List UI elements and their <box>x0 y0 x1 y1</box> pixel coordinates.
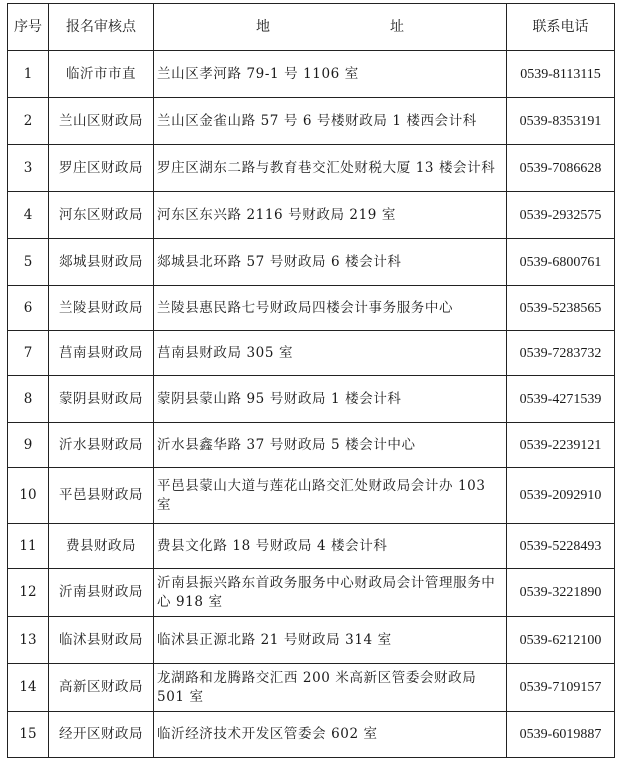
table-row <box>8 423 615 468</box>
address: 临沭县正源北路 21 号财政局 314 室 <box>154 617 507 664</box>
row-number: 14 <box>8 664 49 712</box>
row-number: 12 <box>8 569 49 617</box>
review-site: 罗庄区财政局 <box>49 145 154 192</box>
address: 龙湖路和龙腾路交汇西 200 米高新区管委会财政局 501 室 <box>154 664 507 712</box>
row-number: 8 <box>8 376 49 423</box>
phone-number: 0539-8113115 <box>507 51 615 98</box>
review-site: 兰陵县财政局 <box>49 286 154 331</box>
table-row <box>8 145 615 192</box>
table-row <box>8 712 615 758</box>
phone-number: 0539-6800761 <box>507 239 615 286</box>
phone-number: 0539-7283732 <box>507 331 615 376</box>
phone-number: 0539-6212100 <box>507 617 615 664</box>
address: 河东区东兴路 2116 号财政局 219 室 <box>154 192 507 239</box>
row-number: 1 <box>8 51 49 98</box>
header-no: 序号 <box>8 4 49 51</box>
address: 费县文化路 18 号财政局 4 楼会计科 <box>154 524 507 569</box>
address: 莒南县财政局 305 室 <box>154 331 507 376</box>
review-site: 费县财政局 <box>49 524 154 569</box>
phone-number: 0539-2092910 <box>507 468 615 524</box>
phone-number: 0539-7109157 <box>507 664 615 712</box>
row-number: 9 <box>8 423 49 468</box>
address: 兰山区金雀山路 57 号 6 号楼财政局 1 楼西会计科 <box>154 98 507 145</box>
review-site: 沂南县财政局 <box>49 569 154 617</box>
address: 沂水县鑫华路 37 号财政局 5 楼会计中心 <box>154 423 507 468</box>
review-site: 临沭县财政局 <box>49 617 154 664</box>
phone-number: 0539-3221890 <box>507 569 615 617</box>
table-row <box>8 468 615 524</box>
address: 平邑县蒙山大道与莲花山路交汇处财政局会计办 103 室 <box>154 468 507 524</box>
table-row <box>8 286 615 331</box>
header-address-char-1: 地 <box>256 18 270 35</box>
address: 郯城县北环路 57 号财政局 6 楼会计科 <box>154 239 507 286</box>
row-number: 3 <box>8 145 49 192</box>
phone-number: 0539-8353191 <box>507 98 615 145</box>
table-row <box>8 98 615 145</box>
row-number: 5 <box>8 239 49 286</box>
table-row <box>8 192 615 239</box>
review-site: 经开区财政局 <box>49 712 154 758</box>
table-row <box>8 51 615 98</box>
review-site: 平邑县财政局 <box>49 468 154 524</box>
row-number: 13 <box>8 617 49 664</box>
table-header-row <box>8 4 615 51</box>
address: 沂南县振兴路东首政务服务中心财政局会计管理服务中心 918 室 <box>154 569 507 617</box>
row-number: 7 <box>8 331 49 376</box>
row-number: 10 <box>8 468 49 524</box>
address: 兰陵县惠民路七号财政局四楼会计事务服务中心 <box>154 286 507 331</box>
phone-number: 0539-2239121 <box>507 423 615 468</box>
address: 临沂经济技术开发区管委会 602 室 <box>154 712 507 758</box>
table-row <box>8 239 615 286</box>
review-sites-table <box>7 3 615 758</box>
address: 兰山区孝河路 79-1 号 1106 室 <box>154 51 507 98</box>
phone-number: 0539-7086628 <box>507 145 615 192</box>
row-number: 15 <box>8 712 49 758</box>
address: 蒙阴县蒙山路 95 号财政局 1 楼会计科 <box>154 376 507 423</box>
table-row <box>8 524 615 569</box>
review-site: 临沂市市直 <box>49 51 154 98</box>
row-number: 11 <box>8 524 49 569</box>
table-row <box>8 569 615 617</box>
phone-number: 0539-2932575 <box>507 192 615 239</box>
row-number: 6 <box>8 286 49 331</box>
phone-number: 0539-4271539 <box>507 376 615 423</box>
header-phone: 联系电话 <box>507 4 615 51</box>
row-number: 4 <box>8 192 49 239</box>
review-site: 沂水县财政局 <box>49 423 154 468</box>
table-row <box>8 376 615 423</box>
table-row <box>8 664 615 712</box>
address: 罗庄区湖东二路与教育巷交汇处财税大厦 13 楼会计科 <box>154 145 507 192</box>
table-row <box>8 617 615 664</box>
review-site: 高新区财政局 <box>49 664 154 712</box>
phone-number: 0539-5238565 <box>507 286 615 331</box>
row-number: 2 <box>8 98 49 145</box>
header-address-char-2: 址 <box>390 18 404 35</box>
review-site: 莒南县财政局 <box>49 331 154 376</box>
phone-number: 0539-6019887 <box>507 712 615 758</box>
review-site: 郯城县财政局 <box>49 239 154 286</box>
table-row <box>8 331 615 376</box>
phone-number: 0539-5228493 <box>507 524 615 569</box>
header-site: 报名审核点 <box>49 4 154 51</box>
review-site: 兰山区财政局 <box>49 98 154 145</box>
review-site: 蒙阴县财政局 <box>49 376 154 423</box>
header-address <box>154 4 507 51</box>
review-site: 河东区财政局 <box>49 192 154 239</box>
